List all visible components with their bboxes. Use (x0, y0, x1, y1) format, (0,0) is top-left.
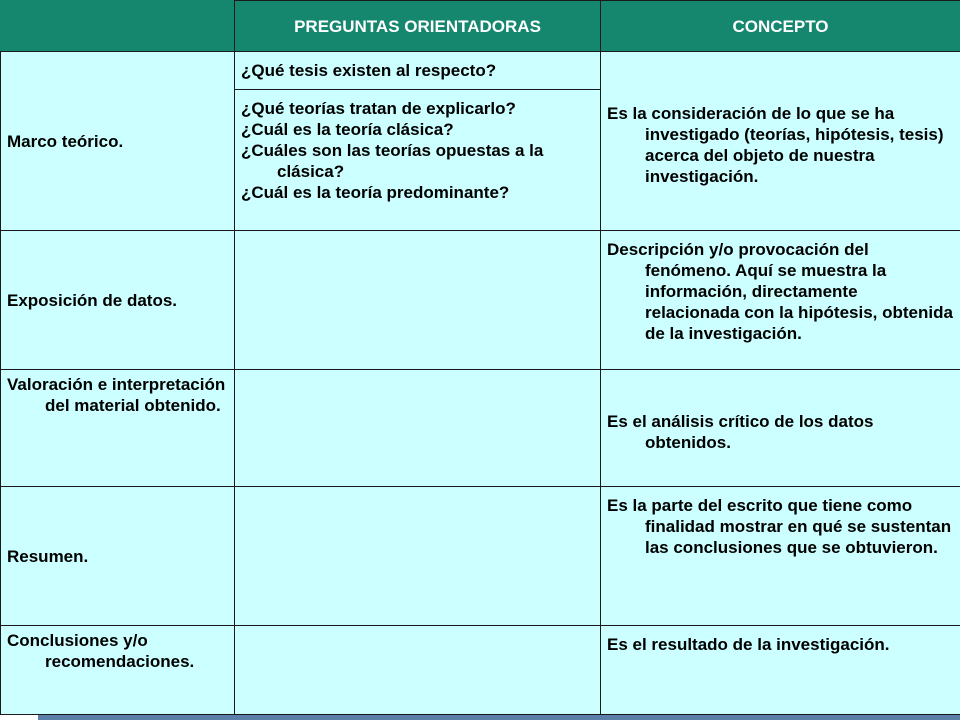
table-row (1, 370, 960, 487)
concept-cell-exposicion (601, 231, 960, 370)
section-text: Exposición de datos. (7, 290, 178, 310)
question-item: ¿Qué tesis existen al respecto? (241, 61, 497, 80)
concept-text: Es el resultado de la investigación. (607, 635, 890, 654)
table-row (1, 52, 960, 90)
section-label-marco-teorico (1, 52, 235, 231)
questions-cell-b (235, 90, 601, 231)
header-corner-cell (1, 1, 235, 52)
footer-bar (38, 715, 960, 720)
concept-text: Es la consideración de lo que se ha investigado (teorías, hipótesis, tesis) acerca del objeto de nuestra investigación. (607, 104, 944, 186)
section-label-exposicion (1, 231, 235, 370)
header-concept: CONCEPTO (601, 1, 960, 52)
questions-cell-a (235, 52, 601, 90)
question-item: ¿Cuál es la teoría clásica? (241, 120, 454, 139)
concept-cell-valoracion (601, 370, 960, 487)
question-item: ¿Qué teorías tratan de explicarlo? (241, 99, 516, 118)
table-row (1, 626, 960, 715)
section-text: Conclusiones y/o recomendaciones. (7, 631, 195, 671)
header-questions: PREGUNTAS ORIENTADORAS (235, 1, 601, 52)
concept-text: Es la parte del escrito que tiene como finalidad mostrar en qué se sustentan las conclusiones que se obtuvieron. (607, 496, 952, 557)
section-text: Resumen. (7, 546, 89, 566)
questions-cell-empty (235, 370, 601, 487)
header-row (1, 1, 960, 52)
section-label-conclusiones (1, 626, 235, 715)
question-item: ¿Cuáles son las teorías opuestas a la clásica? (241, 141, 544, 181)
questions-cell-empty (235, 231, 601, 370)
concept-cell-resumen (601, 487, 960, 626)
table-row (1, 231, 960, 370)
question-item: ¿Cuál es la teoría predominante? (241, 183, 510, 202)
questions-cell-empty (235, 626, 601, 715)
section-text: Valoración e interpretación del material obtenido. (7, 375, 226, 415)
section-label-valoracion (1, 370, 235, 487)
questions-cell-empty (235, 487, 601, 626)
table-row (1, 487, 960, 626)
concept-cell-marco-teorico (601, 52, 960, 231)
concept-text: Descripción y/o provocación del fenómeno. Aquí se muestra la información, directamente relacionada con la hipótesis, obtenida de la investigación. (607, 240, 953, 343)
section-text: Marco teórico. (7, 131, 124, 151)
concept-text: Es el análisis crítico de los datos obtenidos. (607, 412, 874, 452)
concept-cell-conclusiones (601, 626, 960, 715)
section-label-resumen (1, 487, 235, 626)
